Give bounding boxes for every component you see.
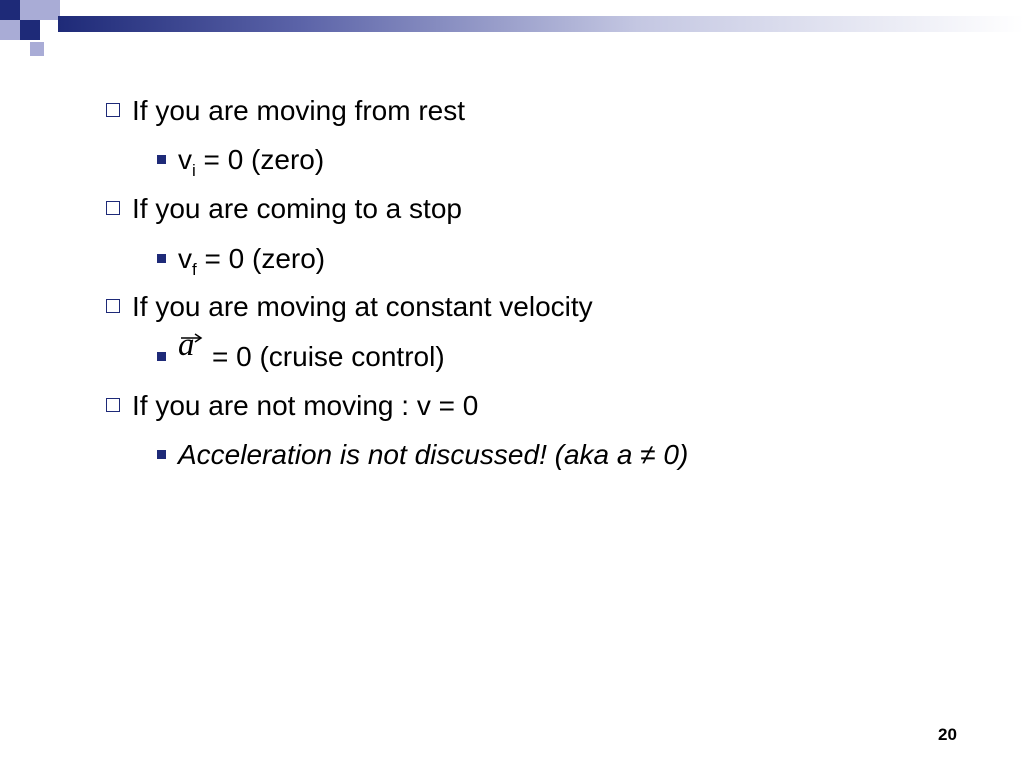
list-item: If you are coming to a stop [106,192,462,226]
decor-square [0,0,20,20]
filled-square-bullet-icon [157,254,166,263]
header-gradient-bar [58,16,1024,32]
list-item: If you are moving from rest [106,94,465,128]
vector-a-symbol: a [178,340,204,374]
decor-square [20,0,40,20]
decor-square [40,0,60,20]
decor-square [60,0,78,16]
decor-square [30,42,44,56]
filled-square-bullet-icon [157,352,166,361]
page-number: 20 [938,725,957,744]
hollow-square-bullet-icon [106,398,120,412]
list-item: a = 0 (cruise control) [157,340,445,374]
filled-square-bullet-icon [157,450,166,459]
decor-square [20,20,40,40]
filled-square-bullet-icon [157,155,166,164]
list-item: If you are not moving : v = 0 [106,389,478,423]
list-item: $v_f = 0$ (zero) [157,242,325,276]
hollow-square-bullet-icon [106,103,120,117]
hollow-square-bullet-icon [106,299,120,313]
hollow-square-bullet-icon [106,201,120,215]
decor-square [0,20,20,40]
list-item: If you are moving at constant velocity [106,290,593,324]
list-item: Acceleration is not discussed! (aka a ≠ 0) [157,438,688,472]
list-item: $v_i = 0$ (zero) [157,143,324,177]
